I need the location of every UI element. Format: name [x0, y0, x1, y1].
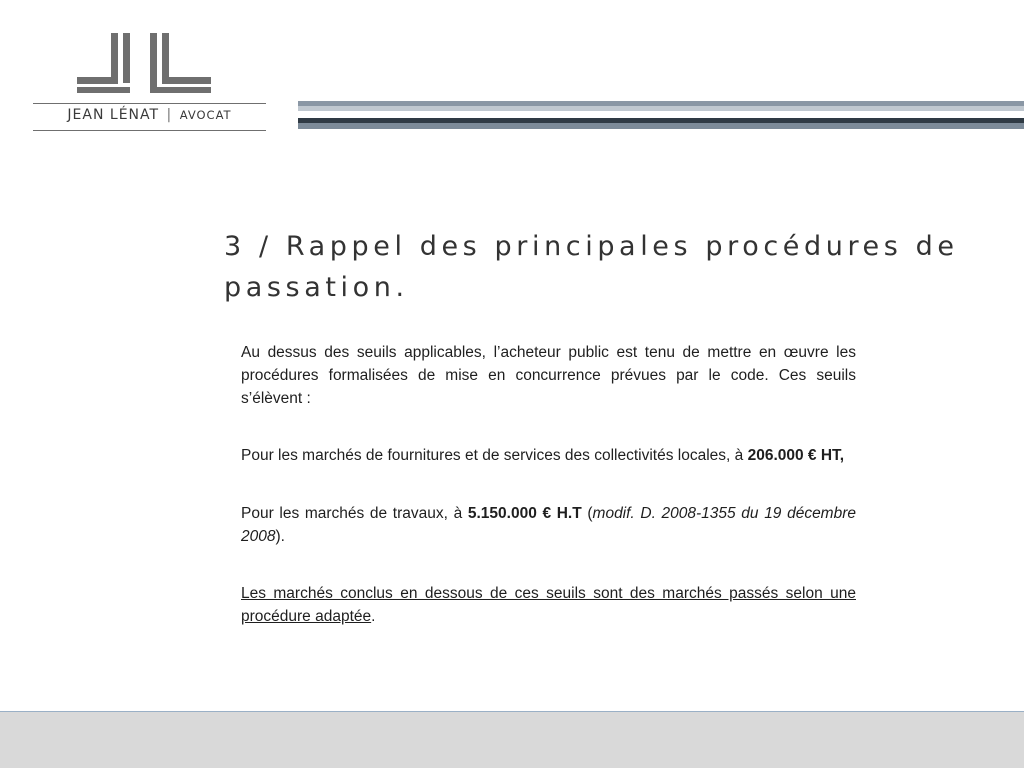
- logo-last-name: LÉNAT: [109, 107, 160, 123]
- logo-rule-top: [33, 103, 266, 104]
- paragraph-text: Pour les marchés de travaux, à: [241, 505, 468, 522]
- header-bar: [298, 106, 1024, 111]
- threshold-value: 5.150.000 € H.T: [467, 505, 582, 522]
- paragraph-fournitures: [241, 444, 856, 467]
- decree-reference: modif. D. 2008-1355 du 19 décembre 2008: [241, 505, 856, 545]
- paragraph-conclusion: [241, 582, 856, 628]
- underlined-statement: Les marchés conclus en dessous de ces seuils sont des marchés passés selon une procédure adaptée: [241, 585, 856, 625]
- logo-rule-bottom: [33, 130, 266, 131]
- paragraph-travaux: [241, 502, 856, 548]
- period: .: [371, 608, 376, 625]
- logo-first-name: JEAN: [67, 107, 105, 123]
- paren-close: ).: [275, 528, 285, 545]
- slide-body: [241, 341, 856, 662]
- logo-role: AVOCAT: [179, 108, 232, 122]
- logo-separator: |: [166, 107, 173, 123]
- footer-band: [0, 711, 1024, 768]
- slide-title: 3 / Rappel des principales procédures de passation.: [224, 231, 959, 303]
- threshold-value: 206.000 € HT,: [747, 447, 845, 464]
- logo-monogram-icon: [73, 33, 218, 93]
- logo: [33, 33, 266, 133]
- paragraph-intro: Au dessus des seuils applicables, l’acheteur public est tenu de mettre en œuvre les procédures formalisées de mise en concurrence prévues par le code. Ces seuils s’élèvent :: [241, 344, 856, 407]
- logo-wordmark: [33, 107, 266, 123]
- header-bar: [298, 123, 1024, 129]
- paragraph-text: Pour les marchés de fournitures et de services des collectivités locales, à: [241, 447, 748, 464]
- paren-open: (: [581, 505, 593, 522]
